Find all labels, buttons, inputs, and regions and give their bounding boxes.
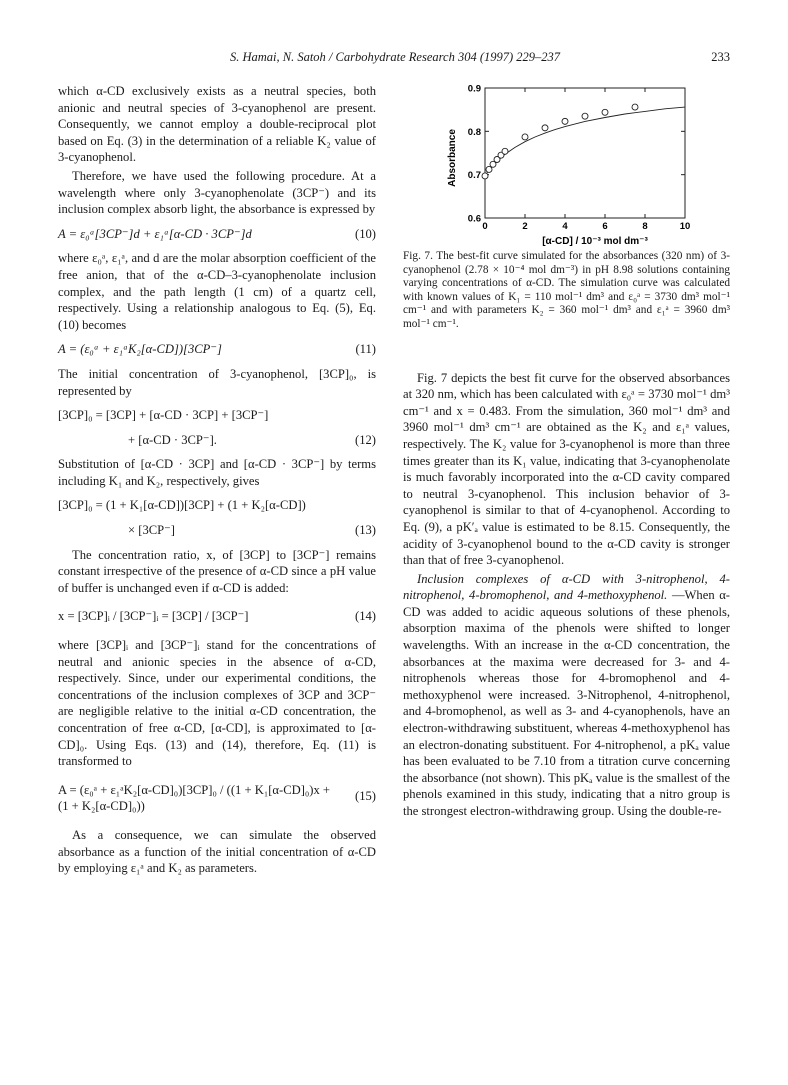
- equation-14: [58, 608, 376, 625]
- paragraph: which α-CD exclusively exists as a neutral species, both anionic and neutral species of 3-cyanophenol are present. Consequently, we cannot employ a double-reciprocal plot based on Eq. (3) in the determination of a reliable K₂ value of 3-cyanophenol.: [58, 84, 376, 165]
- equation-number: (10): [355, 226, 376, 241]
- absorbance-plot: [440, 78, 710, 248]
- equation-11: [58, 341, 376, 358]
- section-run-in-heading: Inclusion complexes of α-CD with 3-nitrophenol, 4-nitrophenol, 4-bromophenol, and 4-methoxyphenol.: [403, 571, 730, 603]
- data-point: [542, 125, 548, 131]
- y-tick-label: 0.8: [467, 126, 481, 138]
- paragraph-with-heading: [403, 571, 730, 820]
- x-tick-label: 0: [482, 221, 488, 232]
- paragraph-text: —When α-CD was added to acidic aqueous solutions of these phenols, absorption maxima of the phenols were shifted to longer wavelengths. With an increase in the α-CD concentration, the absorbances at the maxima were decreased for 3- and 4-nitrophenols whereas those for 4-bromophenol and 4-methoxyphenol were increased. 3-Nitrophenol, 4-nitrophenol, and 4-bromophenol, as well as 3- and 4-cyanophenols, have an electron-withdrawing substituent, whereas 4-methoxyphenol has an electron-donating substituent. For 4-nitrophenol, a pKₐ value has been evaluated to be 7.10 from a titration curve concerning the absorbance (not shown). This pKₐ value is the smallest of the phenols examined in this study, indicating that a nitro group is the strongest electron-withdrawing group. Using the double-re-: [403, 588, 731, 818]
- x-axis-label: [α-CD] / 10⁻³ mol dm⁻³: [542, 236, 648, 247]
- x-tick-label: 2: [522, 221, 528, 232]
- equation-12: [58, 407, 376, 448]
- data-point: [502, 148, 508, 154]
- left-column: [58, 83, 376, 879]
- y-tick-label: 0.9: [467, 83, 481, 95]
- plot-frame: [485, 88, 685, 218]
- paragraph: The initial concentration of 3-cyanophenol, [3CP]₀, is represented by: [58, 366, 376, 398]
- right-column: [403, 250, 730, 822]
- equation-15: [58, 782, 376, 815]
- page-number: 233: [711, 50, 730, 64]
- paragraph: Substitution of [α-CD · 3CP] and [α-CD · 3CP⁻] by terms including K₁ and K₂, respectively, gives: [58, 457, 376, 488]
- data-point: [482, 173, 488, 179]
- x-tick-label: 4: [562, 221, 568, 232]
- data-point: [632, 104, 638, 110]
- equation-body: x = [3CP]ᵢ / [3CP⁻]ᵢ = [3CP] / [3CP⁻]: [58, 609, 249, 624]
- paragraph: where [3CP]ᵢ and [3CP⁻]ᵢ stand for the concentrations of neutral and anionic species in the absence of α-CD, respectively. Since, under our experimental conditions, the concentrations of the inclusion complexes of 3CP and 3CP⁻ are negligible relative to the initial α-CD concentration, the concentration of free α-CD, [α-CD], is approximated to [α-CD]₀. Using Eqs. (13) and (14), therefore, Eq. (11) is transformed to: [58, 638, 376, 769]
- y-axis-label: Absorbance: [447, 129, 458, 187]
- equation-body: A = (ε₀ᵃ + ε₁ᵃK₂[α-CD])[3CP⁻]: [58, 342, 222, 357]
- equation-10: [58, 226, 376, 243]
- data-point: [582, 113, 588, 119]
- paragraph: Therefore, we have used the following procedure. At a wavelength where only 3-cyanophenolate (3CP⁻) and its inclusion complex absorb light, the absorbance is expressed by: [58, 168, 376, 217]
- data-point: [486, 166, 492, 172]
- equation-number: (14): [355, 609, 376, 624]
- data-point: [562, 118, 568, 124]
- x-tick-label: 8: [642, 221, 648, 232]
- equation-line: + [α-CD · 3CP⁻].: [128, 432, 217, 447]
- running-title: S. Hamai, N. Satoh / Carbohydrate Research 304 (1997) 229–237: [229, 50, 561, 64]
- y-tick-label: 0.7: [467, 170, 481, 182]
- equation-number: (13): [355, 523, 376, 538]
- equation-line: [3CP]₀ = (1 + K₁[α-CD])[3CP] + (1 + K₂[α-CD]): [58, 498, 306, 513]
- figure-7-caption: Fig. 7. The best-fit curve simulated for the absorbances (320 nm) of 3-cyanophenol (2.78 × 10⁻⁴ mol dm⁻³) in pH 8.98 solutions containing varying concentrations of α-CD. The simulation curve was calculated with known values of K₁ = 110 mol⁻¹ dm³ and ε₀ᵃ = 3730 dm³ mol⁻¹ cm⁻¹ and with parameters K₂ = 360 mol⁻¹ dm³ and ε₁ᵃ = 3960 dm³ mol⁻¹ cm⁻¹.: [403, 250, 730, 330]
- equation-number: (11): [355, 342, 376, 357]
- paragraph: Fig. 7 depicts the best fit curve for the observed absorbances at 320 nm, which has been calculated with ε₀ᵃ = 3730 mol⁻¹ dm³ cm⁻¹ and x = 0.483. From the simulation, 360 mol⁻¹ dm³ and 3960 mol⁻¹ dm³ cm⁻¹ are obtained as the K₂ and ε₁ᵃ values, respectively. The K₂ value for 3-cyanophenol is more than three times greater than its K₁ value, indicating that 3-cyanophenolate is much favorably incorporated into the α-CD cavity compared to neutral 3-cyanophenol. This inclusion behavior of 3-cyanophenol is similar to that of 4-cyanophenol. According to Eq. (9), a pK′ₐ value is estimated to be 8.15. Consequently, the acidity of 3-cyanophenol bound to the α-CD cavity is stronger than that of free 3-cyanophenol.: [403, 370, 730, 568]
- y-tick-label: 0.6: [467, 213, 481, 225]
- paragraph: The concentration ratio, x, of [3CP] to [3CP⁻] remains constant irrespective of the presence of α-CD since a pH value of buffer is unchanged even if α-CD is added:: [58, 547, 376, 595]
- equation-line: × [3CP⁻]: [128, 523, 175, 538]
- paragraph: where ε₀ᵃ, ε₁ᵃ, and d are the molar absorption coefficient of the free anion, that of the α-CD–3-cyanophenolate inclusion complex, and the path length (1 cm) of a quartz cell, respectively. Using a relationship analogous to Eq. (5), Eq. (10) becomes: [58, 251, 376, 332]
- data-point: [602, 109, 608, 115]
- equation-body: A = ε₀ᵃ[3CP⁻]d + ε₁ᵃ[α-CD · 3CP⁻]d: [58, 226, 252, 241]
- running-header: [60, 50, 730, 70]
- data-point: [522, 134, 528, 140]
- x-tick-label: 6: [602, 221, 608, 232]
- figure-7-chart: [440, 78, 710, 248]
- paragraph: As a consequence, we can simulate the observed absorbance as a function of the initial concentration of α-CD by employing ε₁ᵃ and K₂ as parameters.: [58, 827, 376, 876]
- equation-number: (15): [355, 788, 376, 803]
- x-tick-label: 10: [679, 221, 691, 232]
- equation-body: A = (ε₀ᵃ + ε₁ᵃK₂[α-CD]₀)[3CP]₀ / ((1 + K₁[α-CD]₀)x + (1 + K₂[α-CD]₀)): [58, 782, 331, 814]
- equation-line: [3CP]₀ = [3CP] + [α-CD · 3CP] + [3CP⁻]: [58, 408, 269, 423]
- caption-spacer: [403, 332, 730, 370]
- equation-13: [58, 497, 376, 538]
- equation-number: (12): [355, 432, 376, 447]
